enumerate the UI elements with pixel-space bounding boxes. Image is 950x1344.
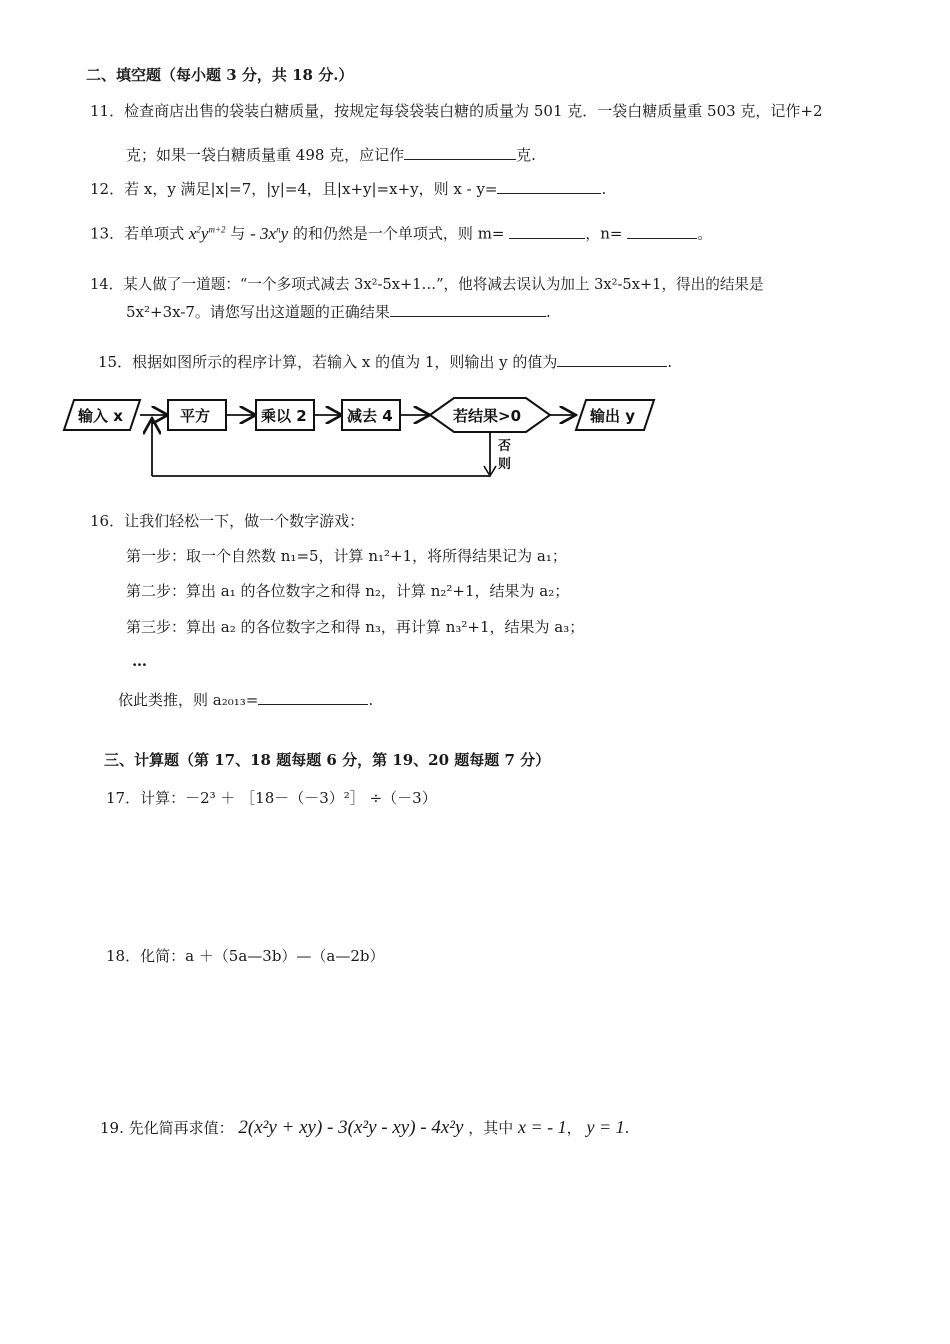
then-label: 则	[498, 457, 512, 472]
question-19-y-value: y = 1	[586, 1117, 625, 1137]
question-19-where: ，其中	[468, 1119, 514, 1137]
square-label: 平方	[180, 407, 211, 425]
no-label: 否	[498, 439, 512, 454]
question-14-end: .	[545, 303, 551, 321]
answer-blank-14[interactable]	[390, 300, 546, 317]
question-19-separator: ，	[566, 1119, 582, 1137]
question-16-step-3: 第三步：算出 a₂ 的各位数字之和得 n₃，再计算 n₃²+1，结果为 a₃；	[126, 618, 585, 636]
question-19-x-value: x = - 1	[518, 1117, 567, 1137]
question-12-text: 12．若 x，y 满足|x|=7，|y|=4，且|x+y|=x+y，则 x - y=	[90, 180, 498, 198]
question-18: 18．化简：a ＋（5a—3b）—（a—2b）	[106, 947, 385, 965]
question-15-text: 15．根据如图所示的程序计算，若输入 x 的值为 1，则输出 y 的值为	[98, 353, 558, 371]
question-19-end: .	[624, 1119, 630, 1137]
question-16-ellipsis: …	[132, 652, 147, 670]
question-11-text: 克；如果一袋白糖质量重 498 克，应记作	[126, 146, 405, 164]
section-2-heading: 二、填空题（每小题 3 分，共 18 分.）	[86, 66, 354, 84]
question-16-end: .	[368, 691, 374, 709]
question-11-unit: 克.	[516, 146, 536, 164]
input-label: 输入 x	[78, 407, 123, 425]
answer-blank-13-n[interactable]	[627, 222, 697, 239]
subtract-label: 减去 4	[347, 407, 393, 425]
program-flowchart	[60, 388, 660, 488]
question-16-intro: 16．让我们轻松一下，做一个数字游戏：	[90, 512, 365, 530]
section-3-heading: 三、计算题（第 17、18 题每题 6 分，第 19、20 题每题 7 分）	[104, 751, 551, 769]
question-16-text: 依此类推，则 a₂₀₁₃=	[118, 691, 259, 709]
monomial-2: - $3x^ny$	[250, 223, 289, 243]
condition-label: 若结果>0	[453, 407, 522, 425]
output-label: 输出 y	[590, 407, 636, 425]
question-13-text-a: 13．若单项式	[90, 224, 185, 243]
question-16-step-1: 第一步：取一个自然数 n₁=5，计算 n₁²+1，将所得结果记为 a₁；	[126, 547, 567, 565]
question-14-line-1: 14．某人做了一道题：“一个多项式减去 3x²-5x+1…”，他将减去误认为加上 3x²-5x+1，得出的结果是	[90, 276, 764, 293]
question-19	[100, 1112, 629, 1143]
multiply-label: 乘以 2	[261, 407, 307, 425]
question-15-end: .	[667, 353, 673, 371]
question-11-line-2	[126, 143, 536, 166]
question-13-text-d: ，n=	[585, 224, 623, 243]
question-14-text: 5x²+3x-7。请您写出这道题的正确结果	[126, 303, 390, 321]
question-11-line-1: 11．检查商店出售的袋装白糖质量，按规定每袋袋装白糖的质量为 501 克．一袋白糖质量重 503 克，记作+2	[90, 102, 823, 120]
question-13-text-e: 。	[697, 224, 713, 243]
question-13	[90, 215, 712, 248]
question-16-step-2: 第二步：算出 a₁ 的各位数字之和得 n₂，计算 n₂²+1，结果为 a₂；	[126, 582, 570, 600]
answer-blank-15[interactable]	[557, 350, 667, 367]
question-12-end: .	[601, 180, 607, 198]
question-12	[90, 177, 606, 200]
question-14-line-2	[126, 300, 551, 323]
answer-blank-11[interactable]	[404, 143, 516, 160]
question-19-label: 19. 先化简再求值：	[100, 1119, 234, 1137]
monomial-1: $x^2y^{m+2}$	[188, 223, 226, 243]
question-19-expression: 2(x²y + xy) - 3(x²y - xy) - 4x²y	[238, 1117, 464, 1138]
answer-blank-12[interactable]	[497, 177, 601, 194]
answer-blank-13-m[interactable]	[509, 222, 585, 239]
answer-blank-16[interactable]	[258, 688, 368, 705]
question-13-text-c: 的和仍然是一个单项式，则 m=	[292, 224, 505, 243]
question-13-text-b: 与	[230, 224, 246, 243]
question-15	[98, 350, 672, 373]
question-16-conclusion	[118, 688, 373, 711]
question-17: 17．计算：－2³ ＋ ［18－（－3）²］ ÷（－3）	[106, 789, 437, 807]
